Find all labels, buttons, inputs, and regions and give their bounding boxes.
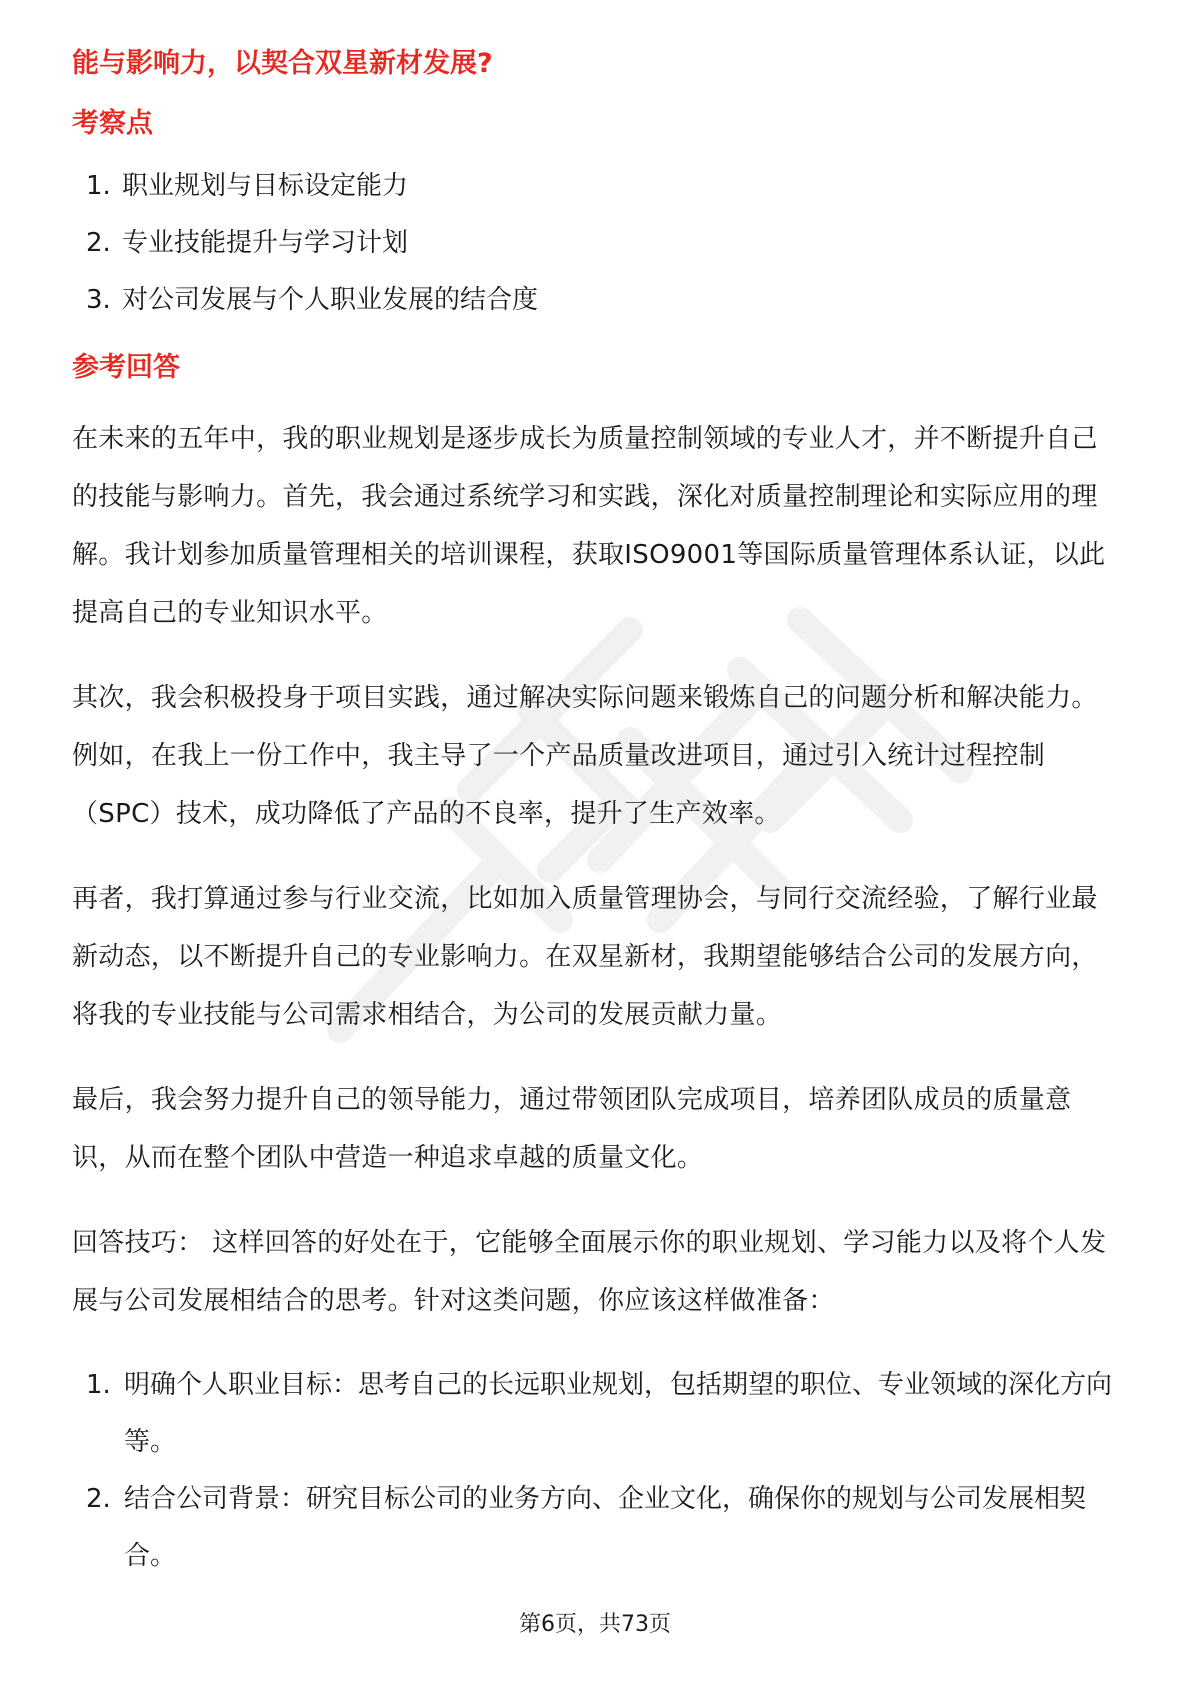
list-item-text: 职业规划与目标设定能力 xyxy=(122,171,409,201)
list-item-text: 明确个人职业目标：思考自己的长远职业规划，包括期望的职位、专业领域的深化方向等。 xyxy=(124,1370,1113,1457)
answer-tips-paragraph: 回答技巧： 这样回答的好处在于，它能够全面展示你的职业规划、学习能力以及将个人发展与公司发展相结合的思考。针对这类问题，你应该这样做准备： xyxy=(72,1228,1107,1316)
list-item xyxy=(72,223,1122,263)
list-item-text: 对公司发展与个人职业发展的结合度 xyxy=(122,285,539,315)
list-number: 1. xyxy=(86,1370,111,1400)
answer-paragraph: 在未来的五年中，我的职业规划是逐步成长为质量控制领域的专业人才，并不断提升自己的技能与影响力。首先，我会通过系统学习和实践，深化对质量控制理论和实际应用的理解。我计划参加质量管理相关的培训课程，获取ISO9001等国际质量管理体系认证，以此提高自己的专业知识水平。 xyxy=(72,424,1106,628)
list-item xyxy=(72,166,1122,206)
list-item xyxy=(72,1471,1122,1585)
list-number: 2. xyxy=(86,1484,111,1514)
question-title-fragment: 能与影响力，以契合双星新材发展? xyxy=(72,48,493,79)
section-heading-points: 考察点 xyxy=(72,108,153,139)
answer-paragraph: 其次，我会积极投身于项目实践，通过解决实际问题来锻炼自己的问题分析和解决能力。例如，在我上一份工作中，我主导了一个产品质量改进项目，通过引入统计过程控制（SPC）技术，成功降低了产品的不良率，提升了生产效率。 xyxy=(72,683,1098,829)
list-number: 2. xyxy=(86,228,111,258)
answer-paragraph: 最后，我会努力提升自己的领导能力，通过带领团队完成项目，培养团队成员的质量意识，从而在整个团队中营造一种追求卓越的质量文化。 xyxy=(72,1085,1072,1173)
tips-list xyxy=(72,1357,1122,1585)
list-number: 1. xyxy=(86,171,111,201)
list-item-text: 结合公司背景：研究目标公司的业务方向、企业文化，确保你的规划与公司发展相契合。 xyxy=(124,1484,1087,1571)
assessment-points-list xyxy=(72,166,1122,320)
list-item xyxy=(72,280,1122,320)
answer-paragraph: 再者，我打算通过参与行业交流，比如加入质量管理协会，与同行交流经验，了解行业最新动态，以不断提升自己的专业影响力。在双星新材，我期望能够结合公司的发展方向，将我的专业技能与公司需求相结合，为公司的发展贡献力量。 xyxy=(72,884,1098,1030)
list-item-text: 专业技能提升与学习计划 xyxy=(122,228,409,258)
list-item xyxy=(72,1357,1122,1471)
list-number: 3. xyxy=(86,285,111,315)
page-content xyxy=(72,44,1122,1585)
section-heading-answer: 参考回答 xyxy=(72,352,180,383)
page-number-footer: 第6页，共73页 xyxy=(519,1612,671,1637)
